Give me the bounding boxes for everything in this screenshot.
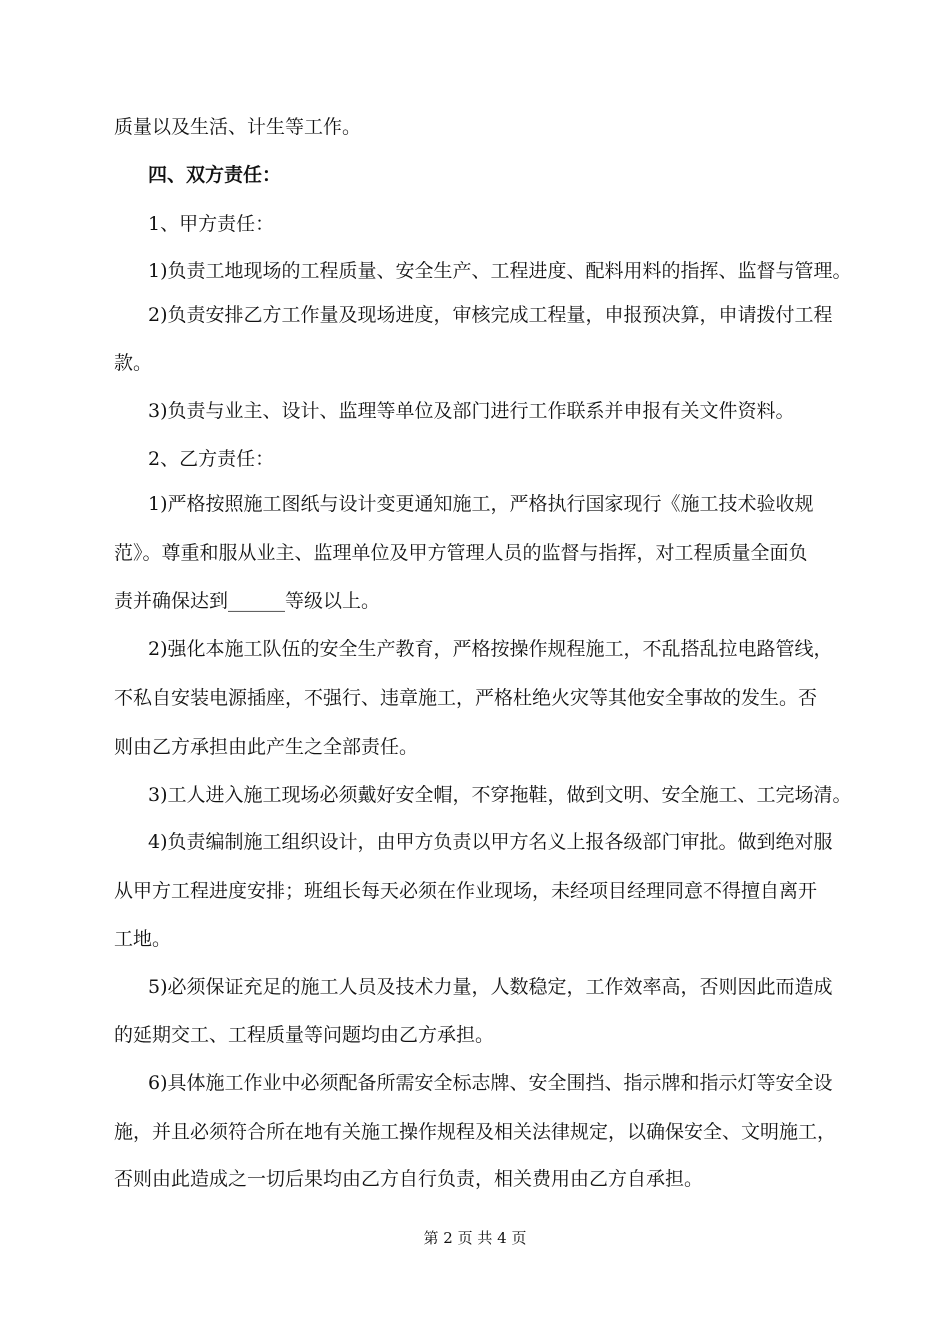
text-line: 1)严格按照施工图纸与设计变更通知施工，严格执行国家现行《施工技术验收规 (148, 493, 814, 515)
text-line: 款。 (114, 352, 153, 374)
page-number-footer: 第 2 页 共 4 页 (423, 1229, 527, 1247)
text-line: 否则由此造成之一切后果均由乙方自行负责，相关费用由乙方自承担。 (114, 1168, 704, 1190)
text-line: 则由乙方承担由此产生之全部责任。 (114, 736, 419, 758)
text-line: 3)工人进入施工现场必须戴好安全帽，不穿拖鞋，做到文明、安全施工、工完场清。 (148, 784, 852, 806)
text-line: 4)负责编制施工组织设计，由甲方负责以甲方名义上报各级部门审批。做到绝对服 (148, 831, 833, 853)
text-line: 质量以及生活、计生等工作。 (114, 116, 362, 138)
text-line: 6)具体施工作业中必须配备所需安全标志牌、安全围挡、指示牌和指示灯等安全设 (148, 1072, 833, 1094)
text-line: 2)负责安排乙方工作量及现场进度，审核完成工程量，申报预决算，申请拨付工程 (148, 304, 833, 326)
text-line: 5)必须保证充足的施工人员及技术力量，人数稳定，工作效率高，否则因此而造成 (148, 976, 833, 998)
subsection-heading: 2、乙方责任： (148, 448, 275, 470)
text-line: 3)负责与业主、设计、监理等单位及部门进行工作联系并申报有关文件资料。 (148, 400, 795, 422)
text-line: 2)强化本施工队伍的安全生产教育，严格按操作规程施工，不乱搭乱拉电路管线， (148, 638, 833, 660)
text-line: 从甲方工程进度安排；班组长每天必须在作业现场，未经项目经理同意不得擅自离开 (114, 880, 818, 902)
subsection-heading: 1、甲方责任： (148, 213, 275, 235)
text-line: 的延期交工、工程质量等问题均由乙方承担。 (114, 1024, 495, 1046)
text-line: 1)负责工地现场的工程质量、安全生产、工程进度、配料用料的指挥、监督与管理。 (148, 260, 852, 282)
text-line: 不私自安装电源插座，不强行、违章施工，严格杜绝火灾等其他安全事故的发生。否 (114, 687, 818, 709)
section-heading: 四、双方责任： (148, 164, 282, 186)
text-line: 责并确保达到______等级以上。 (114, 590, 381, 612)
text-line: 范》。尊重和服从业主、监理单位及甲方管理人员的监督与指挥，对工程质量全面负 (114, 542, 808, 564)
text-line: 工地。 (114, 928, 172, 950)
text-line: 施，并且必须符合所在地有关施工操作规程及相关法律规定，以确保安全、文明施工， (114, 1121, 837, 1143)
